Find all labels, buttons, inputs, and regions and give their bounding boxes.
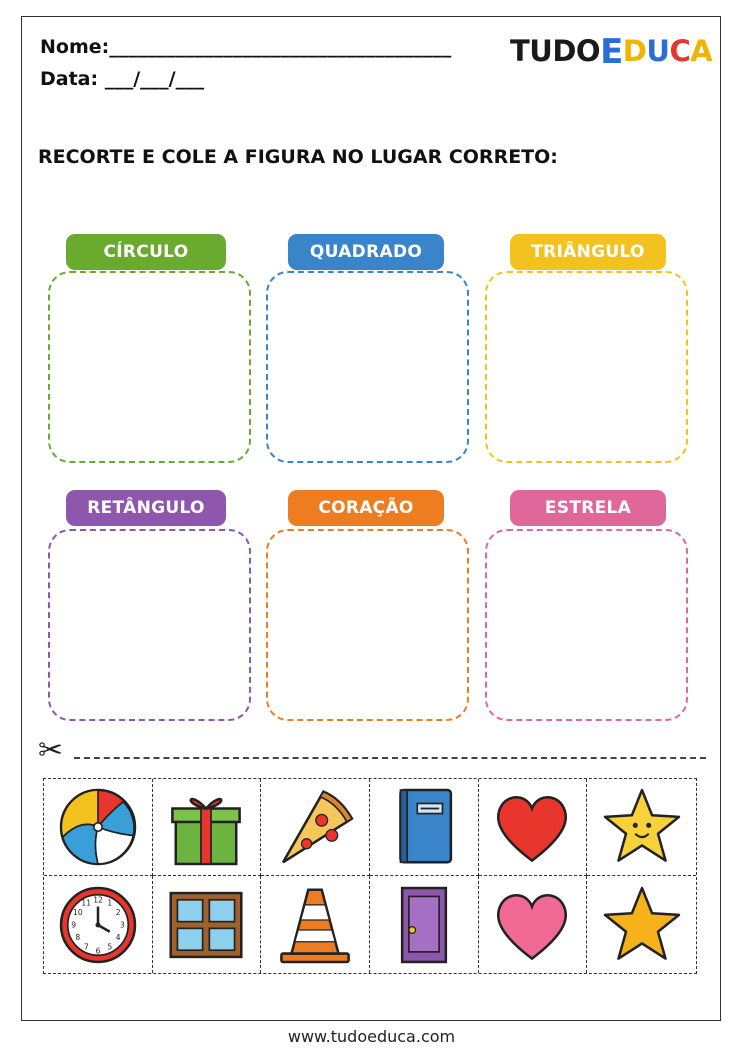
triangle-label: TRIÂNGULO — [510, 234, 666, 270]
name-field[interactable]: Nome:____________________________________ — [40, 36, 452, 58]
circle-drop-box[interactable] — [48, 271, 251, 463]
cutout-cell[interactable] — [370, 876, 479, 973]
cutout-cell[interactable] — [370, 779, 479, 876]
circle-label: CÍRCULO — [66, 234, 226, 270]
svg-text:9: 9 — [71, 920, 76, 930]
square-drop-box[interactable] — [266, 271, 469, 463]
svg-text:4: 4 — [115, 932, 121, 942]
svg-text:10: 10 — [72, 907, 83, 917]
footer-url[interactable]: www.tudoeduca.com — [287, 1027, 456, 1046]
date-field[interactable]: Data: ___/___/___ — [40, 68, 205, 90]
smiling-star-icon — [600, 785, 684, 869]
star-label: ESTRELA — [510, 490, 666, 526]
cutout-cell[interactable] — [587, 876, 696, 973]
heart-icon — [490, 785, 574, 869]
cutout-cell[interactable] — [44, 876, 153, 973]
cutout-cell[interactable] — [479, 779, 588, 876]
square-label: QUADRADO — [288, 234, 444, 270]
star-icon — [600, 883, 684, 967]
clock-icon — [56, 883, 140, 967]
cutout-cell[interactable] — [261, 876, 370, 973]
tudoeduca-logo: TUDOEDUCA — [510, 32, 713, 72]
window-icon — [164, 883, 248, 967]
cut-line — [74, 757, 706, 759]
heart-drop-box[interactable] — [266, 529, 469, 721]
cutout-cell[interactable] — [261, 779, 370, 876]
cutout-cell[interactable] — [153, 876, 262, 973]
cutout-cell[interactable] — [479, 876, 588, 973]
rectangle-drop-box[interactable] — [48, 529, 251, 721]
svg-text:3: 3 — [119, 920, 125, 930]
heart-label: CORAÇÃO — [288, 490, 444, 526]
scissors-icon: ✂ — [38, 733, 64, 768]
cutout-grid — [43, 778, 697, 974]
door-icon — [382, 883, 466, 967]
cutout-cell[interactable] — [153, 779, 262, 876]
triangle-drop-box[interactable] — [485, 271, 688, 463]
svg-text:6: 6 — [95, 946, 101, 956]
svg-text:2: 2 — [115, 907, 121, 917]
svg-text:8: 8 — [75, 932, 81, 942]
cutout-cell[interactable] — [587, 779, 696, 876]
book-icon — [382, 785, 466, 869]
pink-heart-icon — [490, 883, 574, 967]
instruction-text: RECORTE E COLE A FIGURA NO LUGAR CORRETO: — [38, 146, 558, 168]
gift-box-icon — [164, 785, 248, 869]
svg-text:5: 5 — [107, 941, 112, 951]
svg-text:12: 12 — [93, 894, 103, 904]
svg-text:1: 1 — [107, 898, 112, 908]
beach-ball-icon — [56, 785, 140, 869]
star-drop-box[interactable] — [485, 529, 688, 721]
svg-text:11: 11 — [81, 898, 91, 908]
rectangle-label: RETÂNGULO — [66, 490, 226, 526]
cutout-cell[interactable] — [44, 779, 153, 876]
svg-text:7: 7 — [83, 941, 89, 951]
pizza-slice-icon — [273, 785, 357, 869]
traffic-cone-icon — [273, 883, 357, 967]
